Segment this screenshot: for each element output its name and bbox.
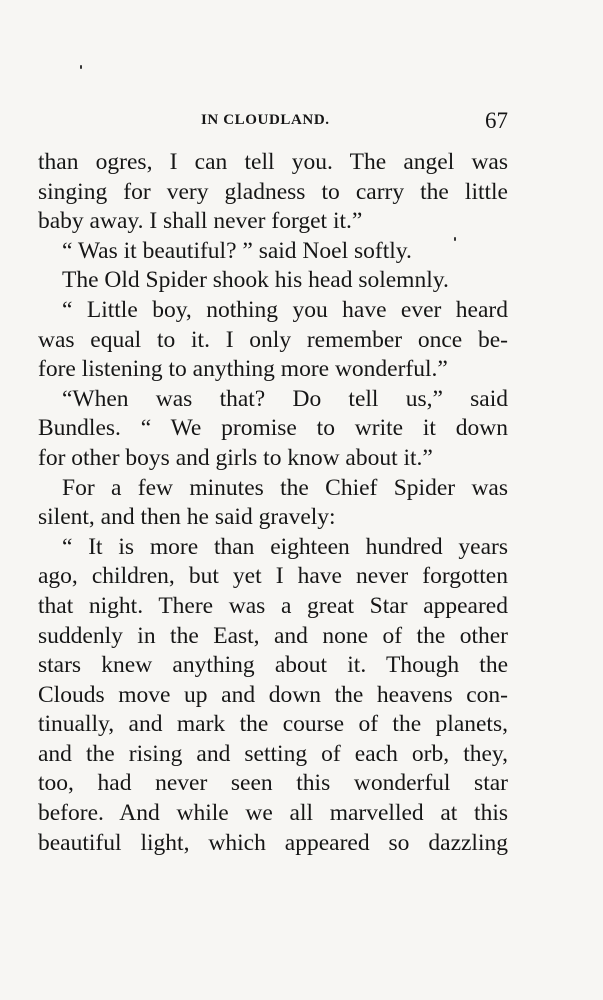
text-line: ago, children, but yet I have never forgotten: [38, 563, 508, 590]
text-line: “ It is more than eighteen hundred years: [62, 533, 508, 560]
text-line: for other boys and girls to know about it.”: [38, 444, 433, 471]
text-line: before. And while we all marvelled at this: [38, 800, 508, 827]
page-number: 67: [485, 108, 508, 133]
text-line: tinually, and mark the course of the planets,: [38, 711, 508, 738]
text-line: “When was that? Do tell us,” said: [62, 385, 508, 412]
running-title: IN CLOUDLAND.: [201, 112, 330, 128]
text-line: singing for very gladness to carry the little: [38, 178, 508, 205]
text-line: Bundles. “ We promise to write it down: [38, 415, 508, 442]
text-line: stars knew anything about it. Though the: [38, 652, 508, 679]
text-line: “ Little boy, nothing you have ever heard: [62, 296, 508, 323]
text-line: Clouds move up and down the heavens con-: [38, 681, 508, 708]
text-line: suddenly in the East, and none of the other: [38, 622, 508, 649]
body-text: [38, 148, 508, 858]
text-line: too, had never seen this wonderful star: [38, 770, 508, 797]
text-line: For a few minutes the Chief Spider was: [62, 474, 508, 501]
text-line: baby away. I shall never forget it.”: [38, 208, 363, 235]
text-line: silent, and then he said gravely:: [38, 504, 336, 531]
text-line: “ Was it beautiful? ” said Noel softly.: [62, 237, 412, 264]
running-header: [38, 108, 508, 140]
text-line: than ogres, I can tell you. The angel was: [38, 149, 508, 175]
text-line: was equal to it. I only remember once be-: [38, 326, 508, 353]
text-line: The Old Spider shook his head solemnly.: [62, 267, 449, 294]
print-speck: [80, 65, 82, 69]
text-line: fore listening to anything more wonderful.”: [38, 356, 448, 383]
text-line: beautiful light, which appeared so dazzling: [38, 829, 508, 856]
text-line: that night. There was a great Star appeared: [38, 592, 508, 619]
text-line: and the rising and setting of each orb, they,: [38, 740, 508, 767]
